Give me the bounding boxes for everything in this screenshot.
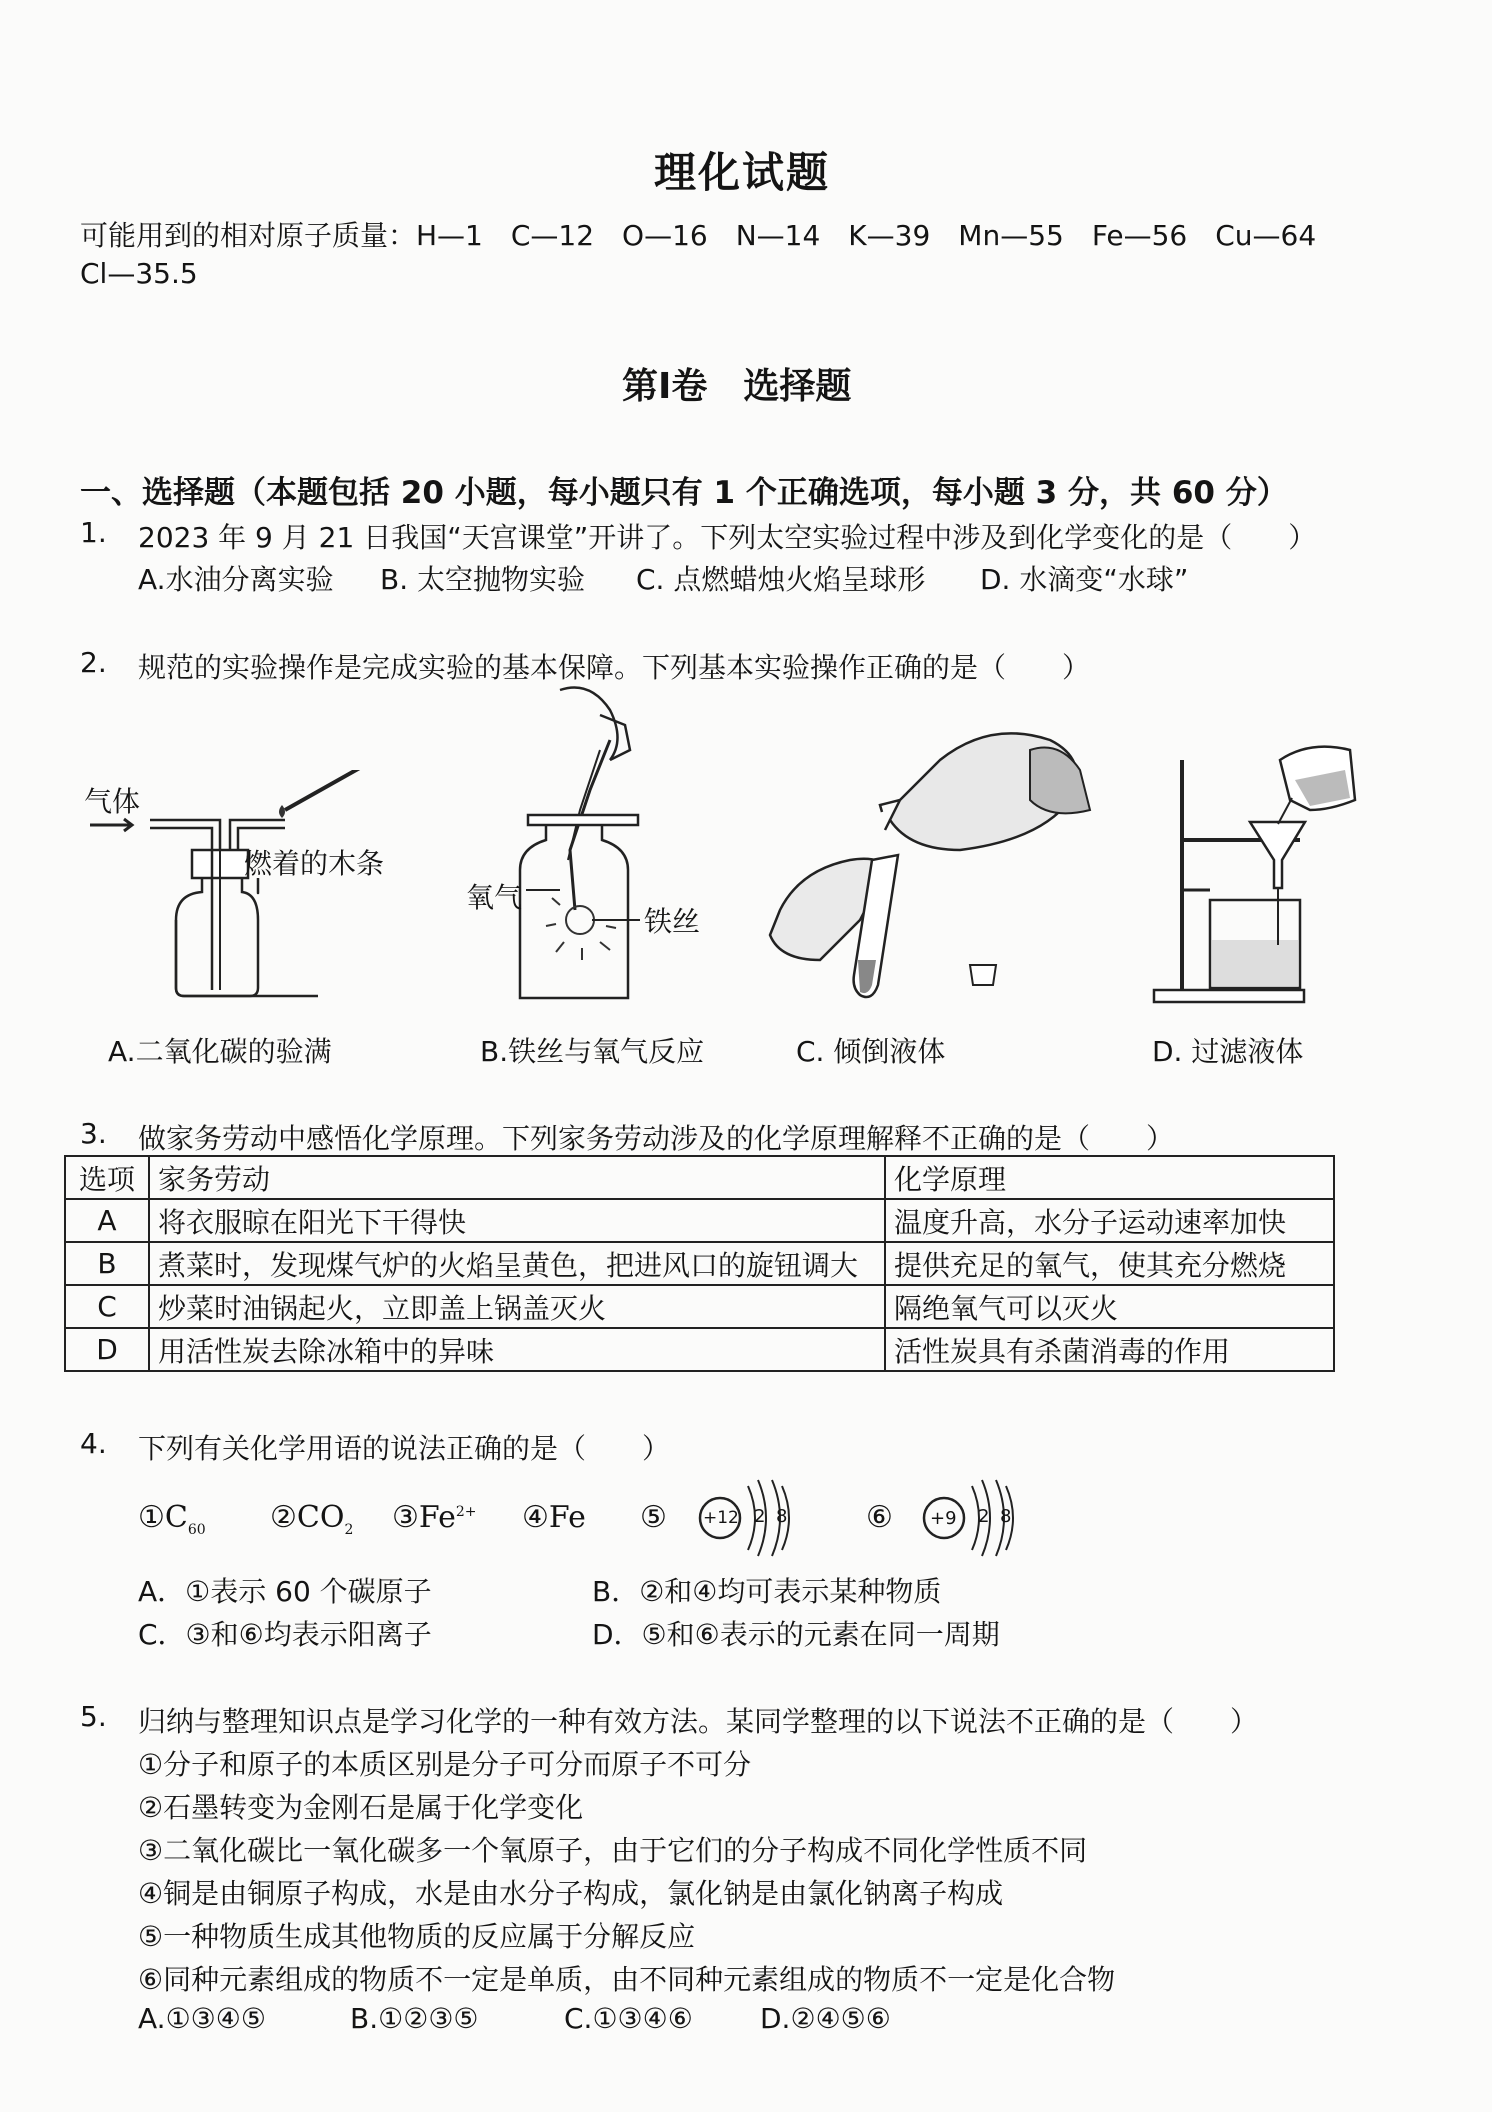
q5-statement: ②石墨转变为金刚石是属于化学变化 [138,1791,584,1824]
table-row [65,1328,1334,1371]
table-row [65,1285,1334,1328]
table-cell: D [65,1328,149,1371]
q2-option-c: C. 倾倒液体 [796,1035,946,1068]
section-heading: 一、选择题（本题包括 20 小题，每小题只有 1 个正确选项，每小题 3 分，共 60 分） [80,475,1288,511]
q5-statement: ①分子和原子的本质区别是分子可分而原子不可分 [138,1748,752,1781]
table-cell: 提供充足的氧气，使其充分燃烧 [885,1242,1334,1285]
q4-atom-5-shell-1: 2 [754,1506,766,1527]
q5-statement: ⑤一种物质生成其他物质的反应属于分解反应 [138,1920,696,1953]
q5-stem: 归纳与整理知识点是学习化学的一种有效方法。某同学整理的以下说法不正确的是（ ） [138,1705,1259,1738]
table-cell: 温度升高，水分子运动速率加快 [885,1199,1334,1242]
q2-figure-b-iron-wire [460,680,700,1010]
q1-option-b: B. 太空抛物实验 [380,563,586,596]
q5-statement: ④铜是由铜原子构成，水是由水分子构成，氯化钠是由氯化钠离子构成 [138,1877,1004,1910]
q2-figure-c-pouring [760,720,1100,1010]
q4-symbol-4: ④Fe [522,1500,586,1535]
q2-fig-b-label-wire: 铁丝 [644,905,701,938]
q2-figure-d-filtration [1150,740,1370,1010]
q4-atom-5-nucleus: +12 [703,1508,739,1528]
q2-fig-b-label-oxygen: 氧气 [466,881,523,914]
q4-number: 4. [80,1427,107,1460]
table-header-cell: 选项 [65,1156,149,1199]
table-header-cell: 家务劳动 [149,1156,885,1199]
q5-option-b: B.①②③⑤ [350,2002,479,2035]
q5-option-d: D.②④⑤⑥ [760,2002,891,2035]
q2-number: 2. [80,646,107,679]
q2-option-d: D. 过滤液体 [1152,1035,1304,1068]
q1-number: 1. [80,516,107,549]
q1-option-a: A.水油分离实验 [138,563,334,596]
q1-option-d: D. 水滴变“水球” [980,563,1189,596]
q4-symbol-3: $③Fe^{2+}$ [392,1500,477,1535]
table-cell: A [65,1199,149,1242]
q4-symbol-2: $②CO_2$ [270,1500,354,1538]
table-header-cell: 化学原理 [885,1156,1334,1199]
table-cell: C [65,1285,149,1328]
q5-option-c: C.①③④⑥ [564,2002,693,2035]
q4-option-b: B．②和④均可表示某种物质 [592,1575,942,1608]
q5-option-a: A.①③④⑤ [138,2002,266,2035]
q4-option-c: C．③和⑥均表示阳离子 [138,1618,432,1651]
table-cell: 用活性炭去除冰箱中的异味 [149,1328,885,1371]
q4-atom-5-shell-2: 8 [776,1506,788,1527]
q1-option-c: C. 点燃蜡烛火焰呈球形 [636,563,926,596]
q5-statement: ③二氧化碳比一氧化碳多一个氧原子，由于它们的分子构成不同化学性质不同 [138,1834,1088,1867]
table-header-row [65,1156,1334,1199]
q4-symbol-1: $①C_{60}$ [138,1500,206,1538]
table-cell: B [65,1242,149,1285]
q4-atom-6-shell-2: 8 [1000,1506,1012,1527]
q2-fig-a-label-gas: 气体 [84,785,141,818]
section-title: 第Ⅰ卷 选择题 [622,366,852,407]
table-cell: 隔绝氧气可以灭火 [885,1285,1334,1328]
table-row [65,1199,1334,1242]
table-cell: 炒菜时油锅起火，立即盖上锅盖灭火 [149,1285,885,1328]
q2-stem: 规范的实验操作是完成实验的基本保障。下列基本实验操作正确的是（ ） [138,651,1091,684]
q4-symbol-5-num: ⑤ [640,1500,667,1535]
q3-number: 3. [80,1117,107,1150]
q3-stem: 做家务劳动中感悟化学原理。下列家务劳动涉及的化学原理解释不正确的是（ ） [138,1122,1175,1155]
q5-statement: ⑥同种元素组成的物质不一定是单质，由不同种元素组成的物质不一定是化合物 [138,1963,1116,1996]
q4-option-a: A．①表示 60 个碳原子 [138,1575,432,1608]
q4-stem: 下列有关化学用语的说法正确的是（ ） [138,1432,671,1465]
atomic-masses-line1: 可能用到的相对原子质量：H—1 C—12 O—16 N—14 K—39 Mn—55 Fe—56 Cu—64 [80,219,1317,252]
q1-stem: 2023 年 9 月 21 日我国“天宫课堂”开讲了。下列太空实验过程中涉及到化学变化的是（ ） [138,521,1317,554]
q2-fig-a-label-stick: 燃着的木条 [244,847,385,880]
q3-table [64,1155,1335,1372]
q2-option-b: B.铁丝与氧气反应 [480,1035,705,1068]
table-cell: 将衣服晾在阳光下干得快 [149,1199,885,1242]
q4-atom-6-nucleus: +9 [930,1508,957,1529]
table-cell: 活性炭具有杀菌消毒的作用 [885,1328,1334,1371]
page-title: 理化试题 [654,148,831,197]
q2-option-a: A.二氧化碳的验满 [108,1035,332,1068]
q4-atom-6-shell-1: 2 [978,1506,990,1527]
q4-option-d: D．⑤和⑥表示的元素在同一周期 [592,1618,1000,1651]
atomic-masses-line2: Cl—35.5 [80,257,198,290]
table-cell: 煮菜时，发现煤气炉的火焰呈黄色，把进风口的旋钮调大 [149,1242,885,1285]
table-row [65,1242,1334,1285]
q5-number: 5. [80,1700,107,1733]
q4-symbol-6-num: ⑥ [866,1500,893,1535]
